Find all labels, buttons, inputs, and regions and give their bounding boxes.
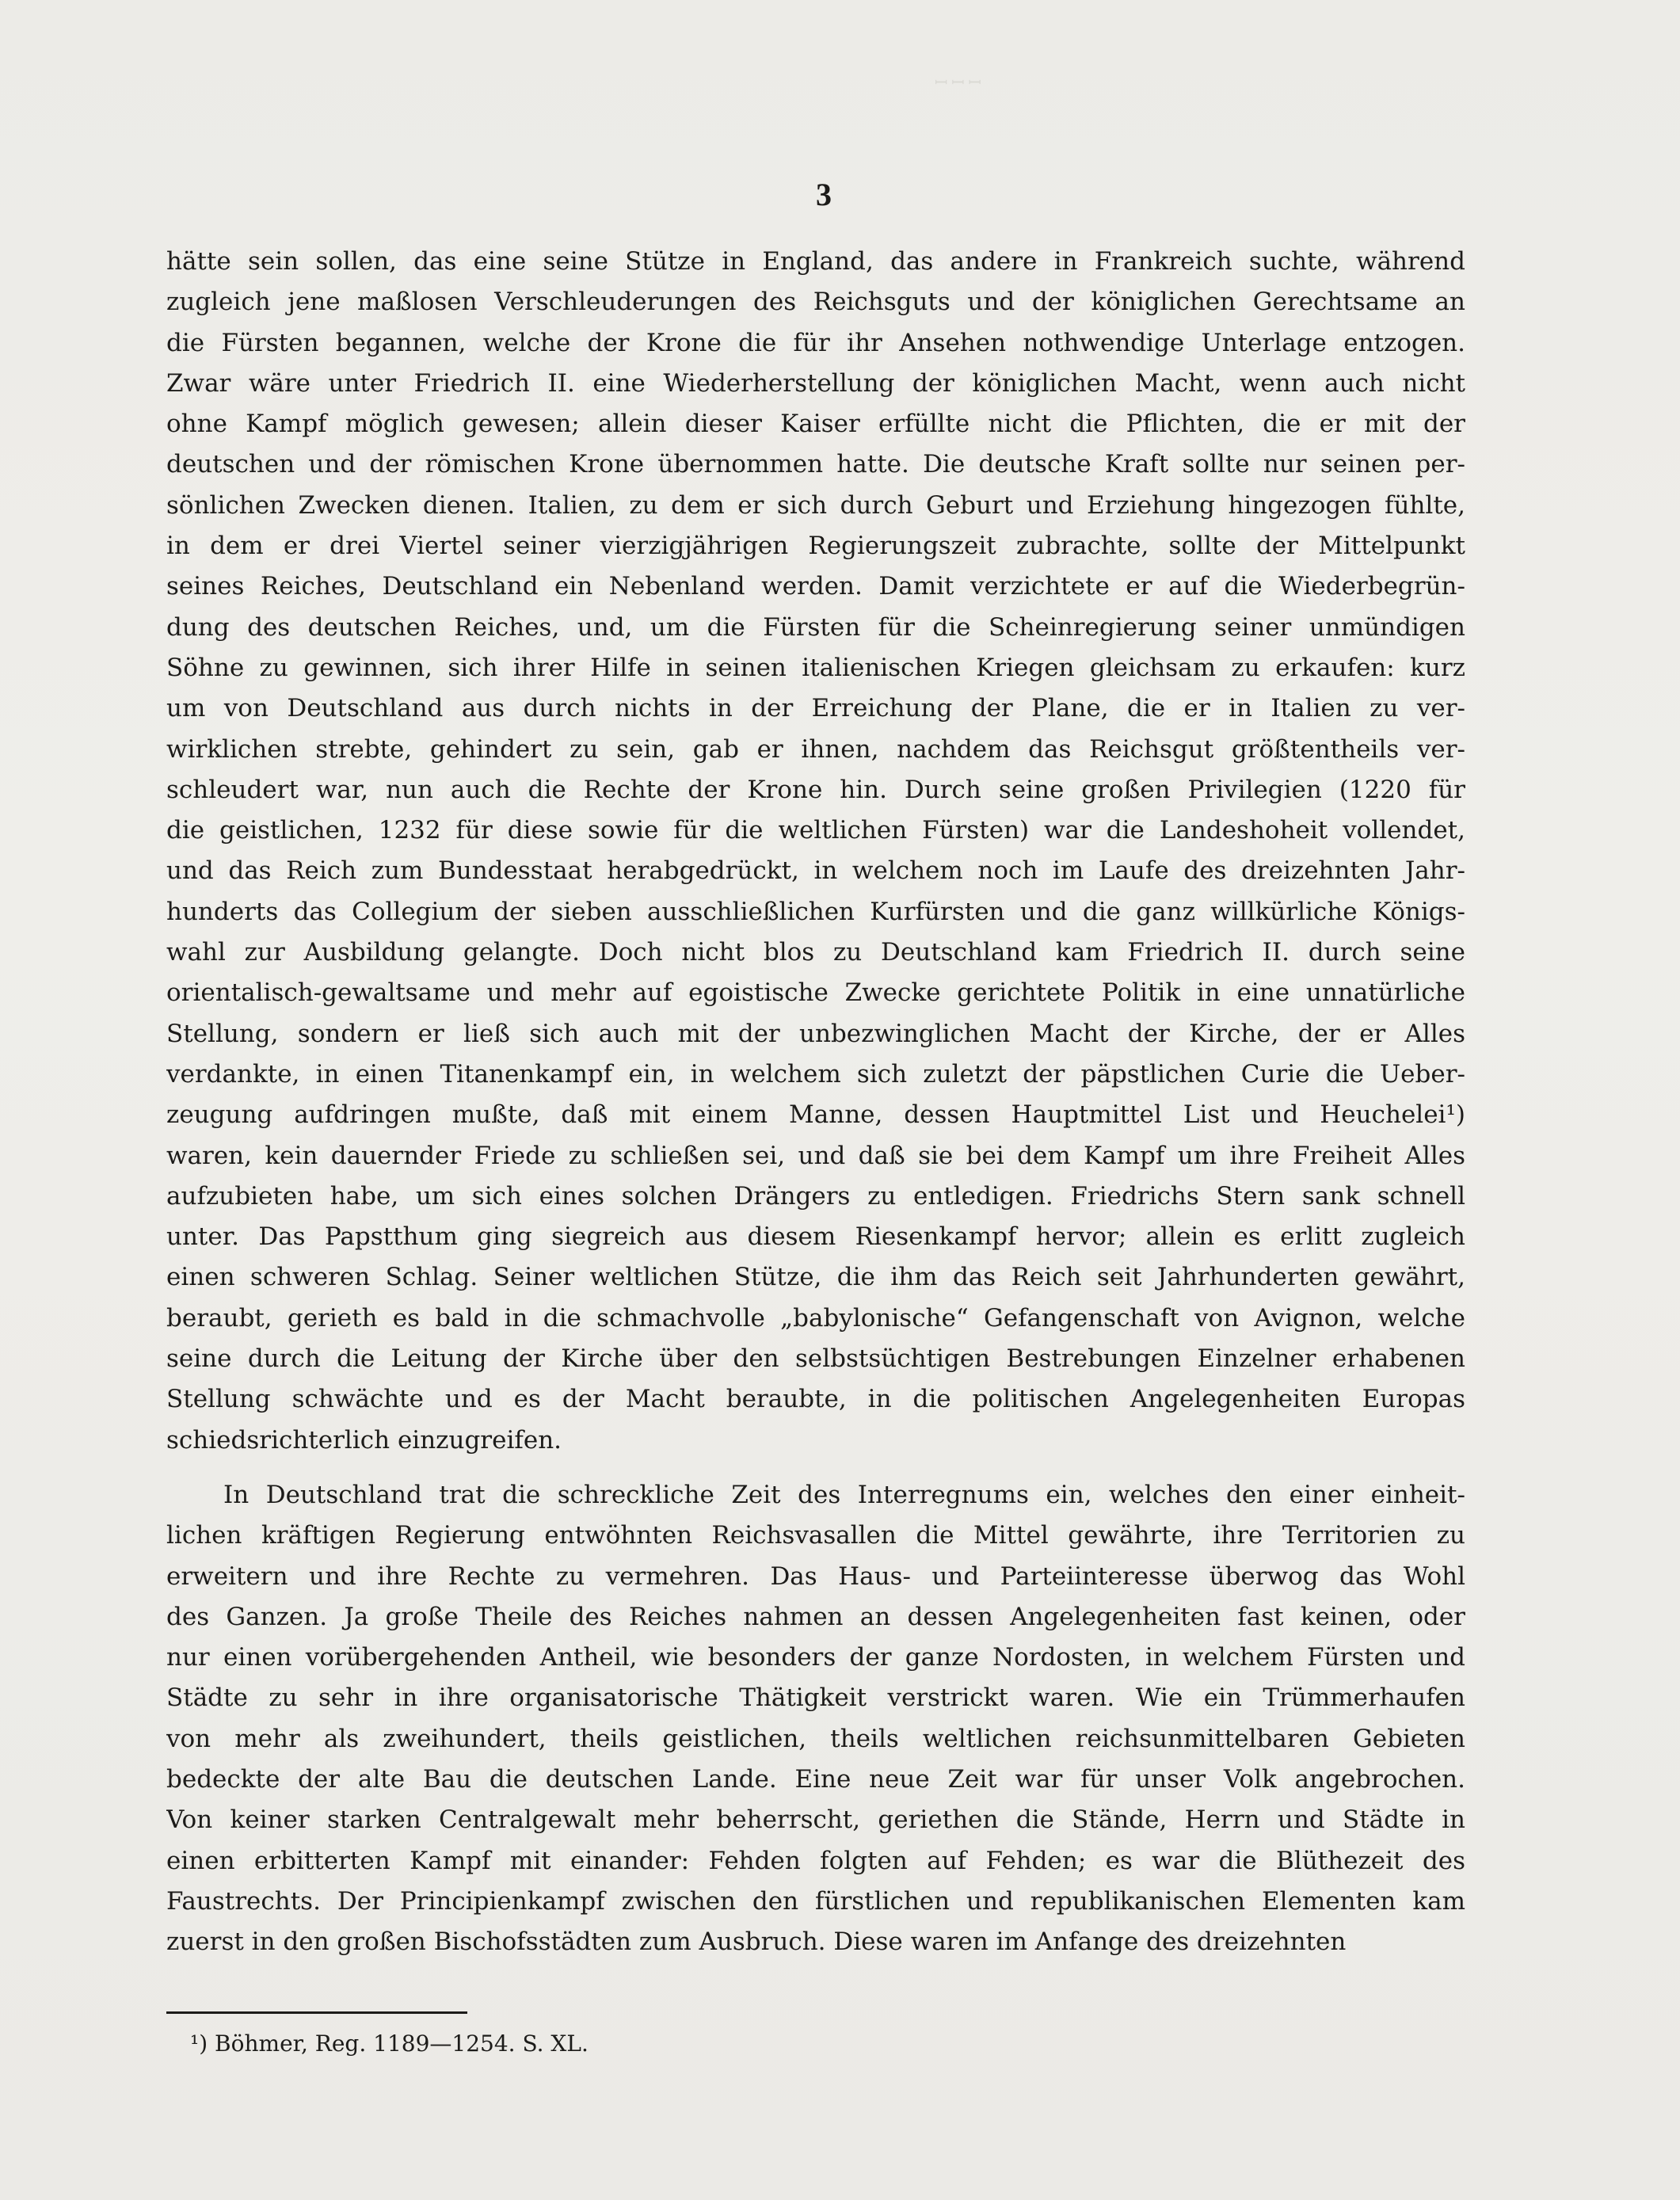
page-number: 3 xyxy=(816,177,832,212)
text-line: erweitern und ihre Rechte zu vermehren. Das Haus- und Parteiinteresse überwog das Wohl xyxy=(166,1561,1465,1591)
text-line: seine durch die Leitung der Kirche über den selbstsüchtigen Bestrebungen Einzelner erhabenen xyxy=(166,1344,1465,1374)
paragraph-gap xyxy=(166,1461,1465,1475)
text-line: beraubt, gerieth es bald in die schmachvolle „babylonische“ Gefangenschaft von Avignon, welche xyxy=(166,1303,1465,1333)
paragraph-2 xyxy=(166,1475,1465,1963)
text-line: aufzubieten habe, um sich eines solchen Drängers zu entledigen. Friedrichs Stern sank schnell xyxy=(166,1181,1465,1211)
text-line: schiedsrichterlich einzugreifen. xyxy=(166,1425,562,1455)
text-line: seines Reiches, Deutschland ein Nebenland werden. Damit verzichtete er auf die Wiederbegrün- xyxy=(166,572,1465,601)
text-line: schleudert war, nun auch die Rechte der Krone hin. Durch seine großen Privilegien (1220 für xyxy=(166,775,1465,804)
text-line: sönlichen Zwecken dienen. Italien, zu dem er sich durch Geburt und Erziehung hingezogen fühlte, xyxy=(166,490,1465,520)
text-line: zuerst in den großen Bischofsstädten zum Ausbruch. Diese waren im Anfange des dreizehnten xyxy=(166,1927,1347,1957)
text-line: In Deutschland trat die schreckliche Zeit des Interregnums ein, welches den einer einheit- xyxy=(223,1480,1465,1509)
text-line: bedeckte der alte Bau die deutschen Lande. Eine neue Zeit war für unser Volk angebrochen. xyxy=(166,1764,1465,1794)
text-line: Städte zu sehr in ihre organisatorische Thätigkeit verstrickt waren. Wie ein Trümmerhaufen xyxy=(166,1683,1465,1713)
text-line: Faustrechts. Der Principienkampf zwischen den fürstlichen und republikanischen Elementen kam xyxy=(166,1886,1465,1916)
text-line: um von Deutschland aus durch nichts in der Erreichung der Plane, die er in Italien zu ver- xyxy=(166,694,1465,723)
text-line: waren, kein dauernder Friede zu schließen sei, und daß sie bei dem Kampf um ihre Freiheit Alles xyxy=(166,1141,1465,1170)
text-line: Von keiner starken Centralgewalt mehr beherrscht, geriethen die Stände, Herrn und Städte in xyxy=(166,1805,1465,1835)
text-line: die geistlichen, 1232 für diese sowie für die weltlichen Fürsten) war die Landeshoheit vollendet, xyxy=(166,816,1465,845)
text-line: die Fürsten begannen, welche der Krone die für ihr Ansehen nothwendige Unterlage entzogen. xyxy=(166,328,1465,357)
text-line: Stellung schwächte und es der Macht beraubte, in die politischen Angelegenheiten Europas xyxy=(166,1385,1465,1414)
text-line: einen schweren Schlag. Seiner weltlichen Stütze, die ihm das Reich seit Jahrhunderten gewährt, xyxy=(166,1263,1465,1292)
text-line: hätte sein sollen, das eine seine Stütze in England, das andere in Frankreich suchte, während xyxy=(166,247,1465,276)
text-line: ohne Kampf möglich gewesen; allein dieser Kaiser erfüllte nicht die Pflichten, die er mit der xyxy=(166,410,1465,439)
text-line: einen erbitterten Kampf mit einander: Fehden folgten auf Fehden; es war die Blüthezeit des xyxy=(166,1846,1465,1875)
text-line: dung des deutschen Reiches, und, um die Fürsten für die Scheinregierung seiner unmündigen xyxy=(166,612,1465,642)
text-line: unter. Das Papstthum ging siegreich aus diesem Riesenkampf hervor; allein es erlitt zugleich xyxy=(166,1222,1465,1252)
text-line: Stellung, sondern er ließ sich auch mit der unbezwinglichen Macht der Kirche, der er Alles xyxy=(166,1019,1465,1048)
text-line: und das Reich zum Bundesstaat herabgedrückt, in welchem noch im Laufe des dreizehnten Jahr- xyxy=(166,856,1465,886)
text-line: hunderts das Collegium der sieben ausschließlichen Kurfürsten und die ganz willkürliche Königs- xyxy=(166,897,1465,926)
body-text xyxy=(166,242,1465,1962)
text-line: des Ganzen. Ja große Theile des Reiches nahmen an dessen Angelegenheiten fast keinen, oder xyxy=(166,1602,1465,1631)
text-line: orientalisch-gewaltsame und mehr auf egoistische Zwecke gerichtete Politik in eine unnatürliche xyxy=(166,978,1465,1008)
text-line: zugleich jene maßlosen Verschleuderungen des Reichsguts und der königlichen Gerechtsame an xyxy=(166,288,1465,317)
text-line: Zwar wäre unter Friedrich II. eine Wiederherstellung der königlichen Macht, wenn auch nicht xyxy=(166,368,1465,398)
bleed-through-mark: ꟷ ꟷ ꟷ xyxy=(935,74,981,92)
text-line: lichen kräftigen Regierung entwöhnten Reichsvasallen die Mittel gewährte, ihre Territorien zu xyxy=(166,1521,1465,1550)
text-line: verdankte, in einen Titanenkampf ein, in welchem sich zuletzt der päpstlichen Curie die Ueber- xyxy=(166,1059,1465,1089)
text-line: deutschen und der römischen Krone übernommen hatte. Die deutsche Kraft sollte nur seinen per- xyxy=(166,450,1465,479)
text-line: von mehr als zweihundert, theils geistlichen, theils weltlichen reichsunmittelbaren Gebieten xyxy=(166,1724,1465,1753)
paragraph-1 xyxy=(166,242,1465,1461)
text-line: nur einen vorübergehenden Antheil, wie besonders der ganze Nordosten, in welchem Fürsten und xyxy=(166,1643,1465,1672)
footnote-rule xyxy=(166,2011,467,2014)
text-line: zeugung aufdringen mußte, daß mit einem Manne, dessen Hauptmittel List und Heuchelei¹) xyxy=(166,1100,1465,1130)
footnote: ¹) Böhmer, Reg. 1189—1254. S. XL. xyxy=(190,2030,589,2057)
text-line: wahl zur Ausbildung gelangte. Doch nicht blos zu Deutschland kam Friedrich II. durch seine xyxy=(166,938,1465,967)
text-line: in dem er drei Viertel seiner vierzigjährigen Regierungszeit zubrachte, sollte der Mittelpunkt xyxy=(166,532,1465,561)
text-line: Söhne zu gewinnen, sich ihrer Hilfe in seinen italienischen Kriegen gleichsam zu erkaufen: kurz xyxy=(166,653,1465,682)
text-line: wirklichen strebte, gehindert zu sein, gab er ihnen, nachdem das Reichsgut größtentheils ver- xyxy=(166,734,1465,764)
